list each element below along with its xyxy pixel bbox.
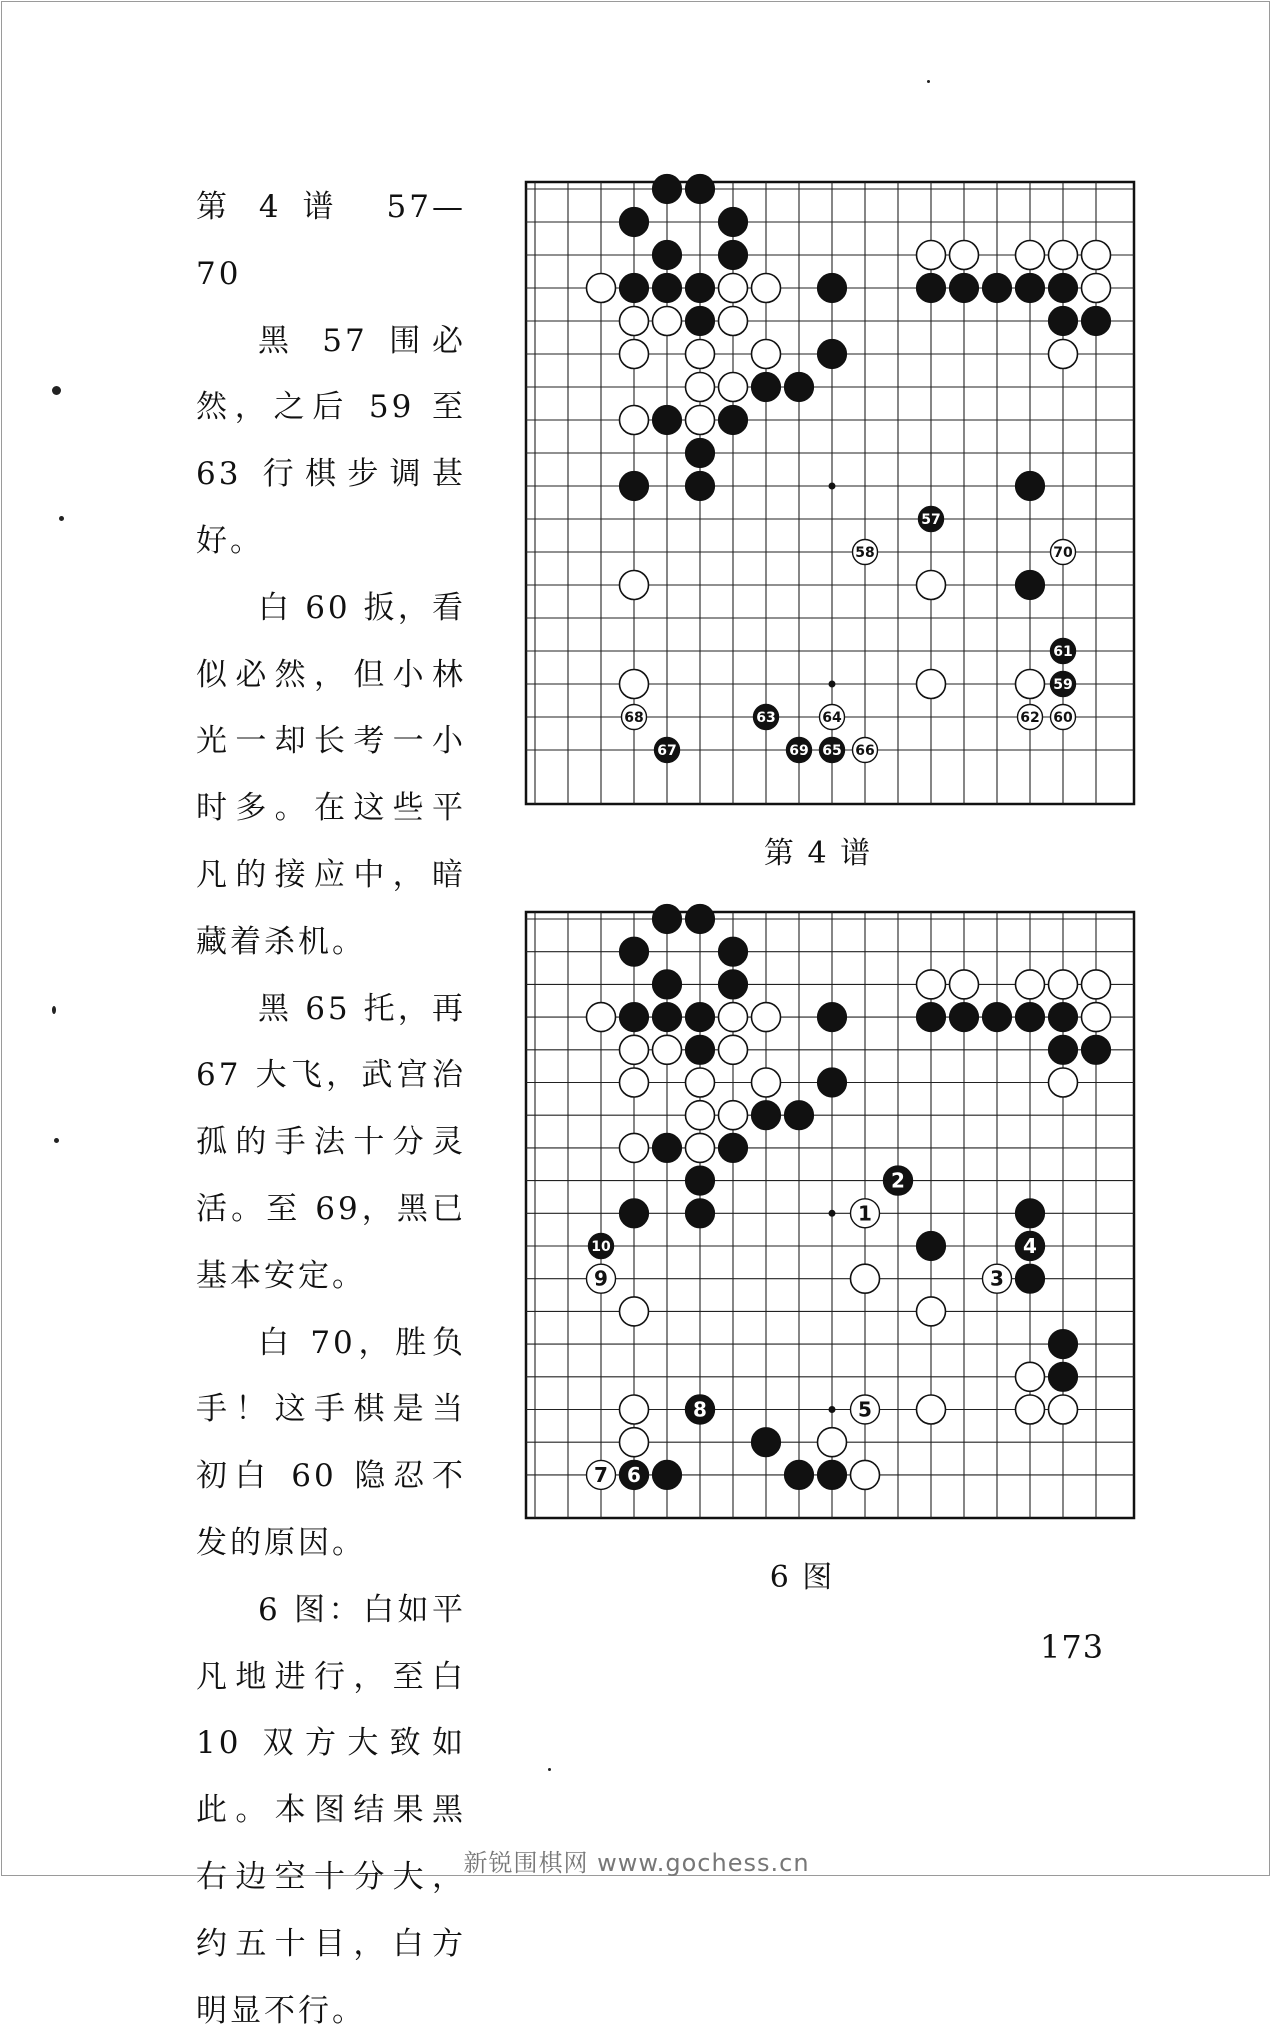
black-stone bbox=[719, 937, 748, 966]
black-stone bbox=[1049, 307, 1078, 336]
black-stone bbox=[653, 1003, 682, 1032]
move-number-label: 3 bbox=[990, 1266, 1004, 1291]
white-stone bbox=[752, 274, 781, 303]
move-number-label: 70 bbox=[1053, 545, 1073, 561]
black-stone bbox=[950, 274, 979, 303]
white-stone bbox=[1049, 340, 1078, 369]
scan-speck bbox=[54, 1138, 59, 1143]
black-stone bbox=[1016, 472, 1045, 501]
black-stone bbox=[1082, 1035, 1111, 1064]
black-stone bbox=[1016, 1003, 1045, 1032]
white-stone bbox=[620, 340, 649, 369]
black-stone bbox=[1049, 1362, 1078, 1391]
white-stone bbox=[620, 1133, 649, 1162]
black-stone bbox=[620, 208, 649, 237]
white-stone bbox=[686, 1101, 715, 1130]
diagram-heading: 第 4 谱 57—70 bbox=[196, 189, 466, 292]
white-stone bbox=[620, 1035, 649, 1064]
black-stone bbox=[818, 1460, 847, 1489]
black-stone bbox=[983, 274, 1012, 303]
white-stone bbox=[1049, 970, 1078, 999]
black-stone bbox=[785, 1101, 814, 1130]
black-stone bbox=[686, 1199, 715, 1228]
commentary-paragraph: 白 70，胜负手！这手棋是当初白 60 隐忍不发的原因。 bbox=[196, 1324, 466, 1561]
black-stone bbox=[653, 1133, 682, 1162]
black-stone bbox=[818, 1068, 847, 1097]
black-stone bbox=[620, 472, 649, 501]
white-stone bbox=[719, 1003, 748, 1032]
white-stone bbox=[653, 307, 682, 336]
black-stone bbox=[1016, 1264, 1045, 1293]
move-number-label: 63 bbox=[756, 710, 776, 726]
white-stone bbox=[1082, 274, 1111, 303]
white-stone bbox=[620, 1428, 649, 1457]
white-stone bbox=[1016, 1362, 1045, 1391]
black-stone bbox=[983, 1003, 1012, 1032]
scan-speck bbox=[52, 386, 61, 395]
move-number-label: 9 bbox=[594, 1266, 608, 1291]
black-stone bbox=[719, 208, 748, 237]
black-stone bbox=[719, 406, 748, 435]
white-stone bbox=[752, 1003, 781, 1032]
move-number-label: 66 bbox=[855, 743, 875, 759]
black-stone bbox=[1016, 274, 1045, 303]
diagram-caption: 6 图 bbox=[769, 1560, 835, 1595]
black-stone bbox=[752, 1101, 781, 1130]
black-stone bbox=[1016, 571, 1045, 600]
white-stone bbox=[1016, 970, 1045, 999]
white-stone bbox=[620, 1395, 649, 1424]
black-stone bbox=[653, 905, 682, 934]
black-stone bbox=[785, 373, 814, 402]
go-board-diagram-4 bbox=[520, 168, 1140, 822]
black-stone bbox=[620, 274, 649, 303]
black-stone bbox=[620, 937, 649, 966]
move-number-label: 58 bbox=[855, 545, 875, 561]
diagram-caption: 第 4 谱 bbox=[763, 836, 873, 871]
black-stone bbox=[686, 1003, 715, 1032]
white-stone bbox=[719, 1035, 748, 1064]
white-stone bbox=[851, 1460, 880, 1489]
black-stone bbox=[1049, 1003, 1078, 1032]
black-stone bbox=[719, 970, 748, 999]
black-stone bbox=[752, 1428, 781, 1457]
black-stone bbox=[686, 472, 715, 501]
white-stone bbox=[686, 1068, 715, 1097]
star-point bbox=[829, 483, 836, 490]
white-stone bbox=[917, 1297, 946, 1326]
black-stone bbox=[818, 274, 847, 303]
black-stone bbox=[1049, 1330, 1078, 1359]
black-stone bbox=[950, 1003, 979, 1032]
move-number-label: 57 bbox=[921, 512, 941, 528]
move-number-label: 1 bbox=[858, 1201, 872, 1226]
white-stone bbox=[1049, 241, 1078, 270]
white-stone bbox=[719, 274, 748, 303]
white-stone bbox=[620, 670, 649, 699]
star-point bbox=[829, 1406, 836, 1413]
black-stone bbox=[1049, 1035, 1078, 1064]
move-number-label: 5 bbox=[858, 1397, 872, 1422]
scan-speck bbox=[548, 1768, 551, 1771]
white-stone bbox=[1082, 970, 1111, 999]
watermark-footer: 新锐围棋网 www.gochess.cn bbox=[463, 1849, 810, 1877]
white-stone bbox=[719, 373, 748, 402]
black-stone bbox=[653, 241, 682, 270]
white-stone bbox=[587, 274, 616, 303]
black-stone bbox=[818, 340, 847, 369]
black-stone bbox=[917, 1003, 946, 1032]
move-number-label: 64 bbox=[822, 710, 842, 726]
white-stone bbox=[1016, 1395, 1045, 1424]
white-stone bbox=[719, 1101, 748, 1130]
black-stone bbox=[1082, 307, 1111, 336]
move-number-label: 4 bbox=[1023, 1234, 1037, 1258]
white-stone bbox=[1016, 241, 1045, 270]
move-number-label: 6 bbox=[627, 1462, 641, 1487]
white-stone bbox=[620, 307, 649, 336]
commentary-paragraph: 黑 57 围必然，之后 59 至 63 行棋步调甚好。 bbox=[196, 322, 466, 559]
white-stone bbox=[620, 571, 649, 600]
black-stone bbox=[1049, 274, 1078, 303]
black-stone bbox=[653, 274, 682, 303]
black-stone bbox=[686, 1035, 715, 1064]
move-number-label: 7 bbox=[594, 1462, 608, 1487]
white-stone bbox=[719, 307, 748, 336]
white-stone bbox=[1016, 670, 1045, 699]
move-number-label: 60 bbox=[1053, 710, 1073, 726]
black-stone bbox=[1016, 1199, 1045, 1228]
black-stone bbox=[686, 307, 715, 336]
white-stone bbox=[686, 373, 715, 402]
go-board-diagram-6 bbox=[520, 898, 1140, 1536]
star-point bbox=[829, 1210, 836, 1217]
scan-speck bbox=[927, 80, 930, 83]
white-stone bbox=[686, 1133, 715, 1162]
page-number: 173 bbox=[1040, 1628, 1105, 1666]
white-stone bbox=[752, 340, 781, 369]
black-stone bbox=[917, 274, 946, 303]
black-stone bbox=[752, 373, 781, 402]
black-stone bbox=[653, 970, 682, 999]
white-stone bbox=[950, 970, 979, 999]
scan-speck bbox=[52, 1006, 56, 1014]
white-stone bbox=[587, 1003, 616, 1032]
move-number-label: 67 bbox=[657, 743, 677, 759]
black-stone bbox=[785, 1460, 814, 1489]
white-stone bbox=[620, 1297, 649, 1326]
white-stone bbox=[1049, 1395, 1078, 1424]
move-number-label: 61 bbox=[1053, 644, 1073, 660]
star-point bbox=[829, 681, 836, 688]
move-number-label: 62 bbox=[1020, 710, 1040, 726]
white-stone bbox=[917, 670, 946, 699]
black-stone bbox=[818, 1003, 847, 1032]
white-stone bbox=[620, 406, 649, 435]
white-stone bbox=[653, 1035, 682, 1064]
white-stone bbox=[818, 1428, 847, 1457]
black-stone bbox=[620, 1199, 649, 1228]
black-stone bbox=[686, 175, 715, 204]
black-stone bbox=[686, 274, 715, 303]
white-stone bbox=[917, 241, 946, 270]
black-stone bbox=[719, 241, 748, 270]
black-stone bbox=[686, 905, 715, 934]
black-stone bbox=[620, 1003, 649, 1032]
commentary-column bbox=[196, 174, 466, 2044]
black-stone bbox=[653, 406, 682, 435]
commentary-paragraph: 黑 65 托，再 67 大飞，武宫治孤的手法十分灵活。至 69，黑已基本安定。 bbox=[196, 990, 466, 1294]
black-stone bbox=[719, 1133, 748, 1162]
white-stone bbox=[917, 571, 946, 600]
white-stone bbox=[686, 406, 715, 435]
white-stone bbox=[752, 1068, 781, 1097]
commentary-paragraph: 白 60 扳，看似必然，但小林光一却长考一小时多。在这些平凡的接应中，暗藏着杀机。 bbox=[196, 589, 466, 960]
move-number-label: 65 bbox=[822, 743, 842, 759]
white-stone bbox=[917, 1395, 946, 1424]
move-number-label: 59 bbox=[1053, 677, 1073, 693]
move-number-label: 68 bbox=[624, 710, 644, 726]
move-number-label: 69 bbox=[789, 743, 809, 759]
commentary-paragraph: 6 图：白如平凡地进行，至白 10 双方大致如此。本图结果黑右边空十分大，约五十目，白方明显不行。 bbox=[196, 1591, 466, 2029]
move-number-label: 8 bbox=[693, 1397, 707, 1422]
black-stone bbox=[653, 1460, 682, 1489]
white-stone bbox=[917, 970, 946, 999]
white-stone bbox=[620, 1068, 649, 1097]
white-stone bbox=[1082, 241, 1111, 270]
white-stone bbox=[1082, 1003, 1111, 1032]
scan-speck bbox=[59, 516, 64, 521]
black-stone bbox=[686, 1166, 715, 1195]
black-stone bbox=[917, 1232, 946, 1261]
white-stone bbox=[950, 241, 979, 270]
move-number-label: 10 bbox=[591, 1239, 611, 1255]
move-number-label: 2 bbox=[891, 1168, 905, 1193]
black-stone bbox=[653, 175, 682, 204]
black-stone bbox=[686, 439, 715, 468]
white-stone bbox=[851, 1264, 880, 1293]
white-stone bbox=[1049, 1068, 1078, 1097]
white-stone bbox=[686, 340, 715, 369]
